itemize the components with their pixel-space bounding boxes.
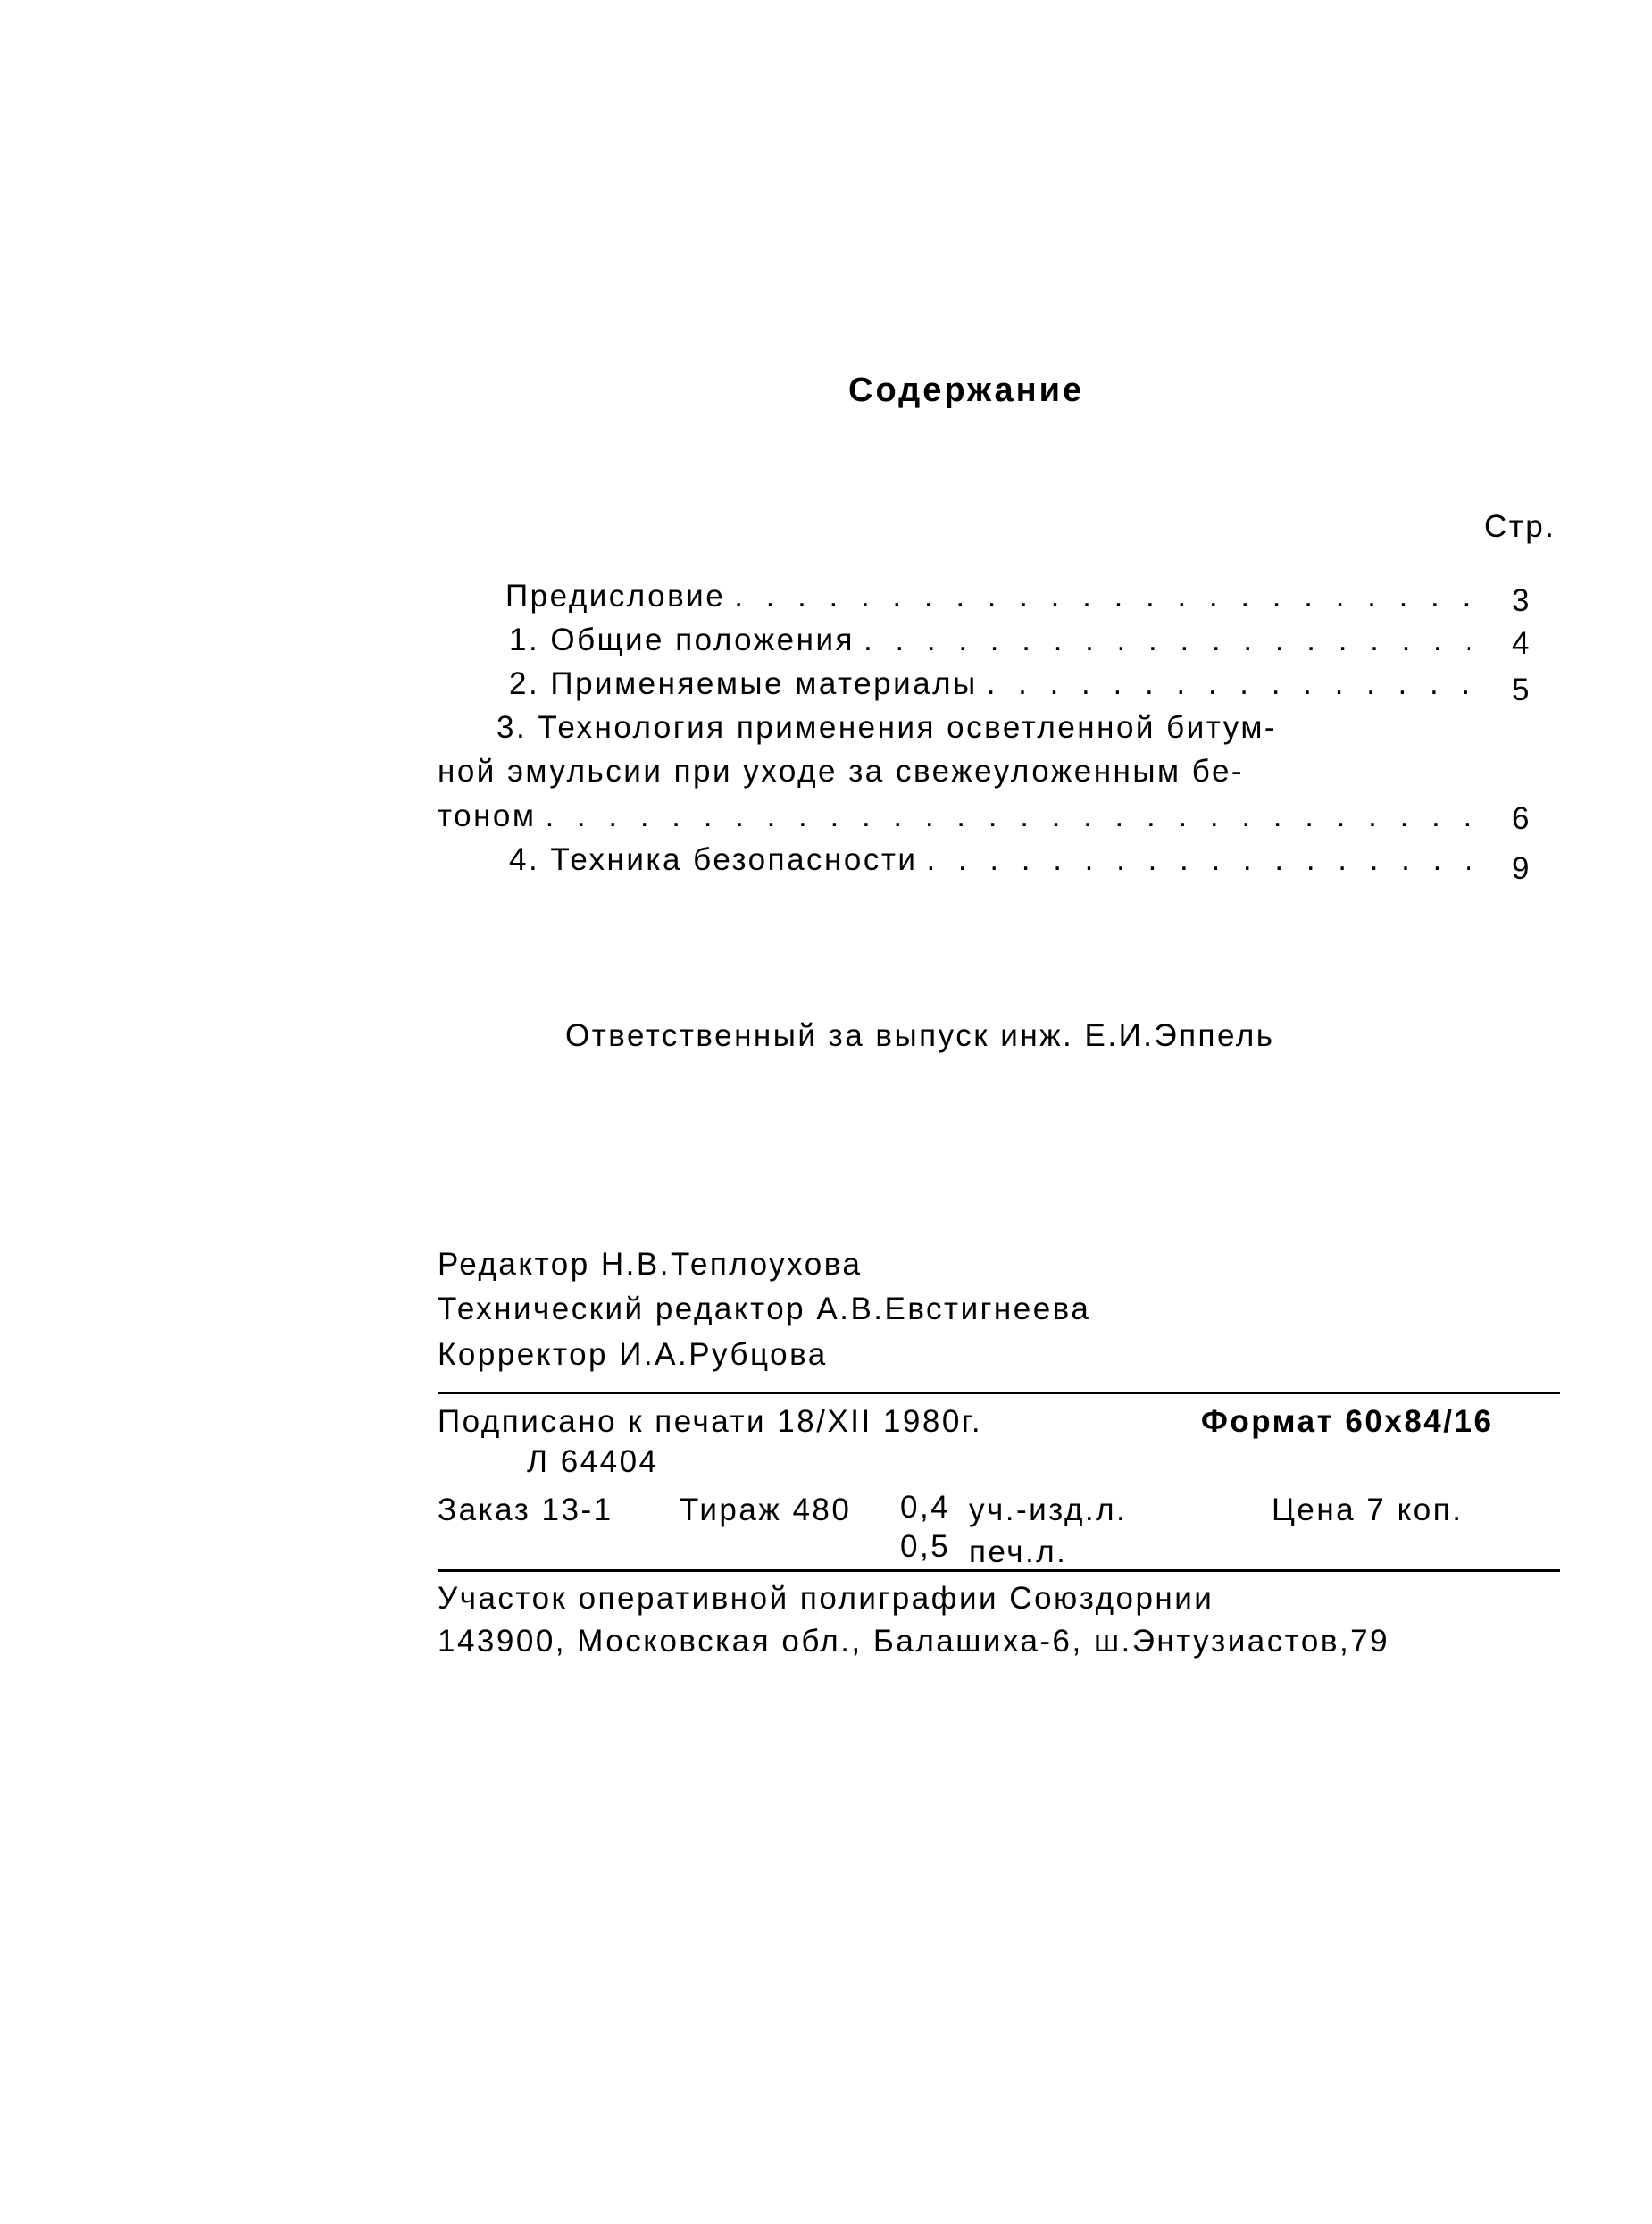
toc-item-page: 6 [1512, 801, 1531, 836]
dot-leader [926, 844, 1470, 875]
responsible-line: Ответственный за выпуск инж. Е.И.Эппель [565, 1018, 1275, 1053]
license-number: Л 64404 [527, 1444, 659, 1479]
print-run: Тираж 480 [680, 1492, 852, 1527]
order-number: Заказ 13-1 [438, 1492, 613, 1527]
dot-leader [545, 800, 1470, 832]
toc-item-page: 4 [1512, 626, 1531, 661]
pub-sheets-value: 0,4 [900, 1490, 951, 1525]
toc-item-label: 1. Общие положения [509, 623, 855, 657]
toc-item [505, 581, 1470, 612]
toc-item-label: тоном [438, 798, 537, 833]
print-sheets-unit: печ.л. [969, 1534, 1068, 1569]
toc-item-page: 9 [1512, 851, 1531, 886]
toc-item-page: 5 [1512, 673, 1531, 707]
signed-to-print: Подписано к печати 18/XII 1980г. [438, 1404, 983, 1439]
tech-editor-credit: Технический редактор А.В.Евстигнеева [438, 1292, 1091, 1326]
toc-item [509, 844, 1470, 875]
divider [438, 1569, 1560, 1572]
corrector-credit: Корректор И.А.Рубцова [438, 1337, 828, 1372]
paper-format: Формат 60х84/16 [1201, 1404, 1494, 1439]
price: Цена 7 коп. [1272, 1492, 1464, 1527]
toc-item-label: 4. Техника безопасности [509, 842, 918, 877]
publisher: Участок оперативной полиграфии Союздорнии [438, 1581, 1214, 1616]
toc-item-label-line: 3. Технология применения осветленной битум- [496, 710, 1278, 745]
dot-leader [987, 668, 1470, 699]
toc-item-label-line: ной эмульсии при уходе за свежеуложенным бе- [438, 754, 1245, 789]
pub-sheets-unit: уч.-изд.л. [969, 1492, 1128, 1527]
dot-leader [864, 624, 1470, 656]
toc-item-label: Предисловие [505, 579, 726, 614]
print-sheets-value: 0,5 [900, 1529, 951, 1564]
dot-leader [734, 581, 1470, 612]
toc-item [438, 800, 1470, 832]
toc-item-page: 3 [1512, 583, 1531, 618]
editor-credit: Редактор Н.В.Теплоухова [438, 1247, 863, 1282]
toc-item-label: 2. Применяемые материалы [509, 666, 978, 701]
divider [438, 1392, 1560, 1394]
page-column-header: Стр. [1484, 509, 1556, 544]
toc-item [509, 668, 1470, 699]
publisher-address: 143900, Московская обл., Балашиха-6, ш.Энтузиастов,79 [438, 1624, 1390, 1659]
toc-item [509, 624, 1470, 656]
page-title: Содержание [848, 372, 1085, 409]
